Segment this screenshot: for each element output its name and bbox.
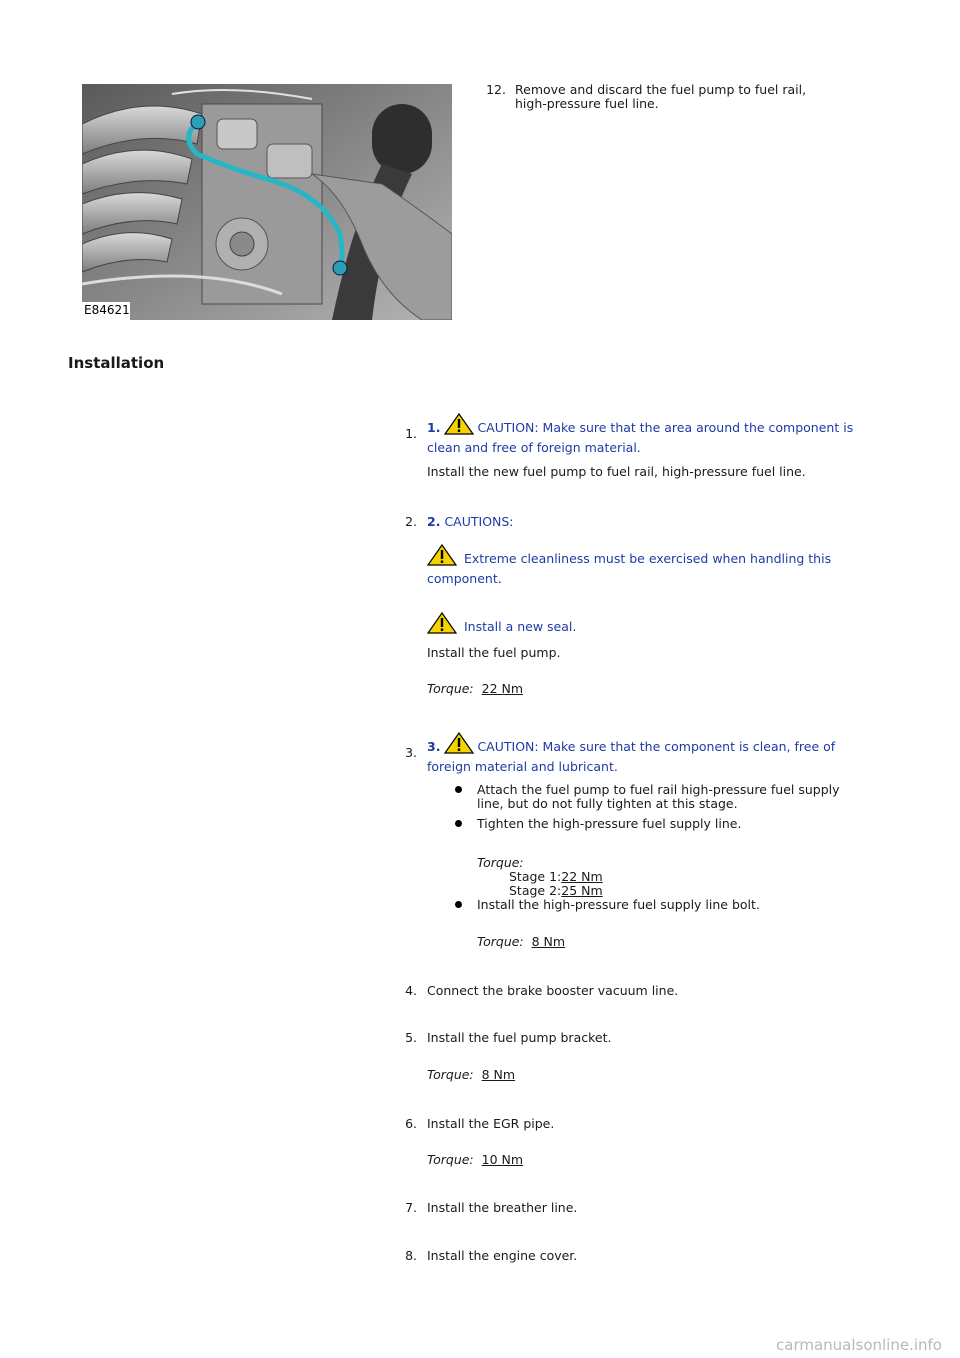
engine-figure-e84621 (82, 84, 452, 320)
caution-text: foreign material and lubricant. (427, 759, 618, 774)
torque-spec (427, 1068, 515, 1082)
torque-label: Torque: (427, 681, 474, 696)
stage-label: Stage 1: (509, 869, 562, 884)
step-number: 7. (405, 1200, 417, 1215)
step-text: Remove and discard the fuel pump to fuel rail, (515, 82, 807, 97)
stage-label: Stage 2: (509, 883, 562, 898)
caution-block (427, 544, 897, 566)
caution-text: Install a new seal. (463, 619, 577, 634)
warning-triangle-icon (444, 413, 474, 435)
torque-value[interactable]: 22 Nm (481, 681, 524, 696)
step-text: Install the new fuel pump to fuel rail, high-pressure fuel line. (427, 464, 806, 479)
step-text: high-pressure fuel line. (515, 96, 659, 111)
caution-block (427, 732, 897, 754)
step-number: 3. (405, 745, 417, 760)
torque-stage-2 (509, 884, 603, 898)
torque-label: Torque: (477, 855, 524, 870)
caution-text: clean and free of foreign material. (427, 440, 641, 455)
torque-label: Torque: (427, 1152, 474, 1167)
step-text: Install the EGR pipe. (427, 1116, 555, 1131)
warning-triangle-icon (444, 732, 474, 754)
step-text: Connect the brake booster vacuum line. (427, 983, 679, 998)
step-number: 8. (405, 1248, 417, 1263)
caution-block (427, 612, 897, 634)
step-number: 4. (405, 983, 417, 998)
torque-value[interactable]: 8 Nm (481, 1067, 516, 1082)
torque-value[interactable]: 10 Nm (481, 1152, 524, 1167)
cautions-label: CAUTIONS: (444, 514, 514, 529)
list-item: Tighten the high-pressure fuel supply line. (477, 816, 742, 831)
step-bold-number: 2. (427, 514, 441, 529)
cautions-heading (427, 515, 514, 529)
section-heading: Installation (68, 354, 165, 372)
torque-label: Torque: (427, 1067, 474, 1082)
list-item: line, but do not fully tighten at this stage. (477, 796, 738, 811)
bullet-dot (455, 820, 462, 827)
step-number: 5. (405, 1030, 417, 1045)
step-number: 1. (405, 426, 417, 441)
bullet-dot (455, 786, 462, 793)
list-item: Install the high-pressure fuel supply line bolt. (477, 897, 760, 912)
warning-triangle-icon (427, 544, 457, 566)
torque-value[interactable]: 8 Nm (531, 934, 566, 949)
caution-text: CAUTION: Make sure that the component is clean, free of (477, 739, 836, 754)
warning-triangle-icon (427, 612, 457, 634)
step-text: Install the breather line. (427, 1200, 578, 1215)
torque-value[interactable]: 25 Nm (561, 883, 603, 898)
torque-stage-1 (509, 870, 603, 884)
bullet-dot (455, 901, 462, 908)
caution-text: Extreme cleanliness must be exercised when handling this (463, 551, 832, 566)
engine-illustration (82, 84, 452, 320)
watermark: carmanualsonline.info (776, 1336, 942, 1354)
step-number: 12. (486, 82, 506, 97)
torque-value[interactable]: 22 Nm (561, 869, 603, 884)
step-text: Install the engine cover. (427, 1248, 578, 1263)
step-bold-number: 3. (427, 739, 441, 754)
torque-label: Torque: (477, 934, 524, 949)
figure-label: E84621 (84, 303, 130, 317)
torque-spec (477, 935, 565, 949)
step-number: 2. (405, 514, 417, 529)
caution-text: CAUTION: Make sure that the area around the component is (477, 420, 854, 435)
caution-block (427, 413, 897, 435)
step-text: Install the fuel pump. (427, 645, 561, 660)
step-number: 6. (405, 1116, 417, 1131)
torque-spec (427, 682, 523, 696)
torque-spec (427, 1153, 523, 1167)
list-item: Attach the fuel pump to fuel rail high-pressure fuel supply (477, 782, 840, 797)
step-text: Install the fuel pump bracket. (427, 1030, 612, 1045)
step-bold-number: 1. (427, 420, 441, 435)
caution-text: component. (427, 571, 502, 586)
